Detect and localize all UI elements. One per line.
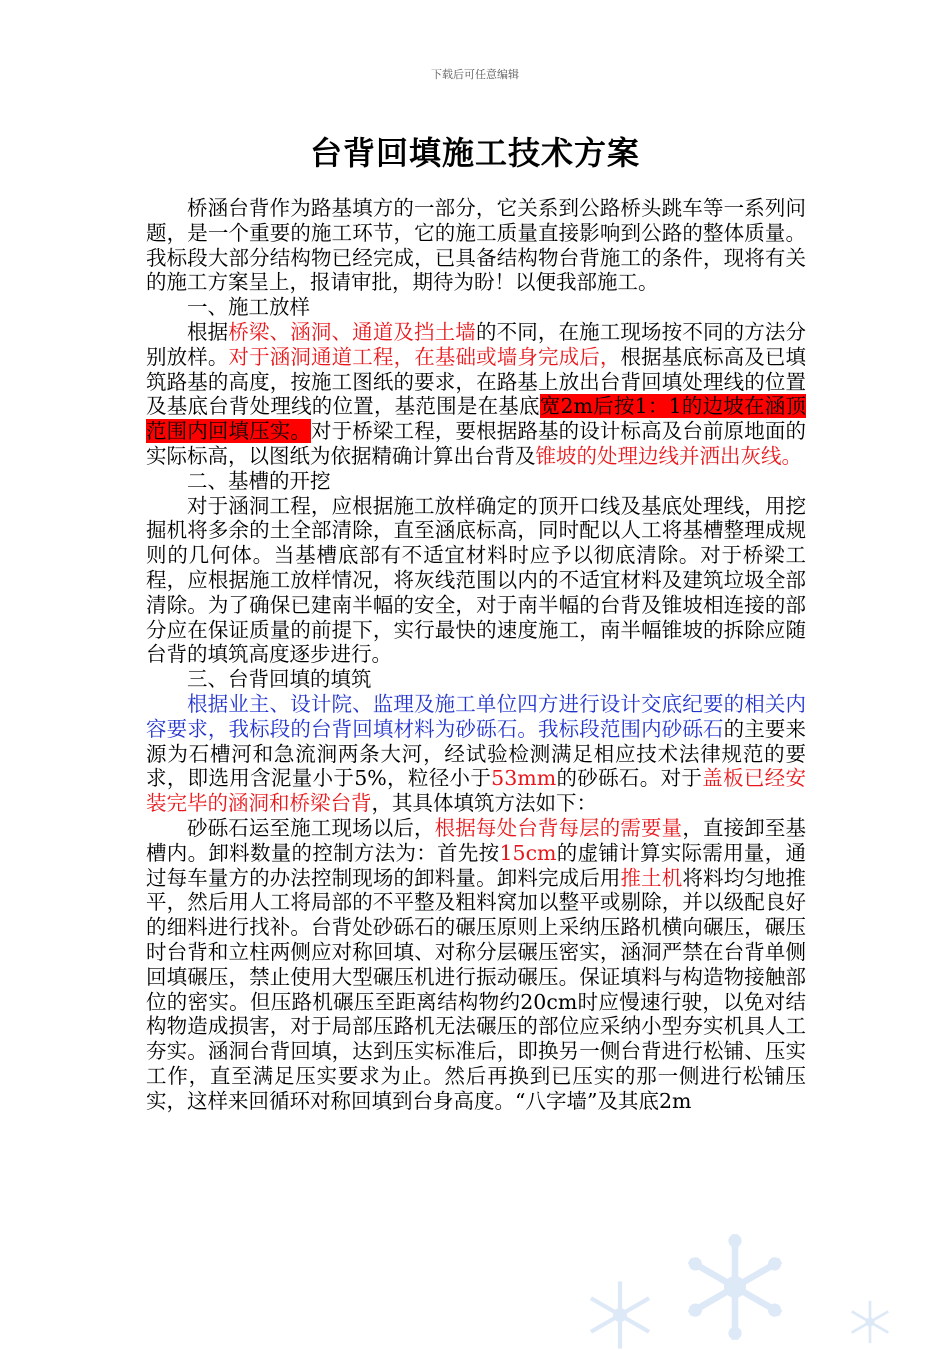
snowflake-watermark-icon (680, 1232, 790, 1342)
section-3-heading: 三、台背回填的填筑 (187, 667, 372, 692)
text-run: 的主要来源为石槽河和急流涧两条大河，经试验检测满足相应技术法律规范的要求，即选用含泥量小于5%，粒径小于 (146, 716, 807, 791)
red-text-run: 15cm (499, 840, 557, 865)
section-3-paragraph-2 (146, 816, 806, 1114)
text-run: ，其具体填筑方法如下： (371, 791, 597, 816)
page-header-note: 下载后可任意编辑 (431, 68, 519, 81)
highlighted-text-run: 宽2m后按1：1的边坡在涵顶范围内回填压实。 (146, 394, 806, 444)
section-2-heading: 二、基槽的开挖 (187, 468, 331, 493)
section-2-paragraph: 对于涵洞工程，应根据施工放样确定的顶开口线及基底处理线，用挖掘机将多余的土全部清除，直至涵底标高，同时配以人工将基槽整理成规则的几何体。当基槽底部有不适宜材料时应予以彻底清除。对于桥梁工程，应根据施工放样情况，将灰线范围以内的不适宜材料及建筑垃圾全部清除。为了确保已建南半幅的安全，对于南半幅的台背及锥坡相连接的部分应在保证质量的前提下，实行最快的速度施工，南半幅锥坡的拆除应随台背的填筑高度逐步进行。 (146, 493, 806, 667)
red-text-run: 桥梁、涵洞、通道及挡土墙 (228, 319, 476, 344)
red-text-run: 锥坡的处理边线并洒出灰线。 (535, 443, 802, 468)
intro-paragraph: 桥涵台背作为路基填方的一部分，它关系到公路桥头跳车等一系列问题，是一个重要的施工环节，它的施工质量直接影响到公路的整体质量。我标段大部分结构物已经完成，已具备结构物台背施工的条件，现将有关的施工方案呈上，报请审批，期待为盼！以便我部施工。 (146, 196, 806, 295)
text-run: 砂砾石运至施工现场以后， (187, 815, 435, 840)
document-title: 台背回填施工技术方案 (309, 134, 640, 172)
snowflake-watermark-icon (585, 1280, 655, 1350)
text-run: 的砂砾石。对于 (556, 766, 703, 791)
text-run: 根据 (187, 319, 229, 344)
red-text-run: 对于涵洞通道工程，在基础或墙身完成后， (228, 344, 621, 369)
red-text-run: 根据每处台背每层的需要量 (434, 815, 683, 840)
text-run: 的虚铺计算实际需用量，通过每车量方的办法控制现场的卸料量。卸料完成后用 (146, 840, 807, 890)
blue-text-run: 根据业主、设计院、监理及施工单位四方进行设计交底纪要的相关内容要求，我标段的台背回填材料为砂砾石。我标段范围内砂砾石 (146, 691, 806, 741)
text-run: 的不同，在施工现场按不同的方法分别放样。 (146, 319, 807, 369)
text-run: 根据基底标高及已填筑路基的高度，按施工图纸的要求，在路基上放出台背回填处理线的位置及基底台背处理线的位置，基范围是在基底 (146, 344, 807, 419)
document-body (146, 196, 806, 1113)
red-text-run: 推土机 (620, 865, 683, 890)
snowflake-watermark-icon (840, 1300, 900, 1344)
text-run: ，直接卸至基槽内。卸料数量的控制方法为：首先按 (146, 815, 807, 865)
red-text-run: 53mm (491, 766, 557, 791)
text-run: 对于桥梁工程，要根据路基的设计标高及台前原地面的实际标高，以图纸为依据精确计算出台背及 (146, 419, 807, 468)
section-1-heading: 一、施工放样 (187, 295, 310, 320)
red-text-run: 盖板已经安装完毕的涵洞和桥梁台背 (146, 766, 807, 816)
section-3-paragraph-1 (146, 692, 806, 816)
section-1-paragraph (146, 320, 806, 469)
text-run: 将料均匀地推平，然后用人工将局部的不平整及粗料窝加以整平或剔除，并以级配良好的细料进行找补。台背处砂砾石的碾压原则上采纳压路机横向碾压，碾压时台背和立柱两侧应对称回填、对称分层碾压密实，涵洞严禁在台背单侧回填碾压，禁止使用大型碾压机进行振动碾压。保证填料与构造物接触部位的密实。但压路机碾压至距离结构物约20cm时应慢速行驶，以免对结构物造成损害，对于局部压路机无法碾压的部位应采纳小型夯实机具人工夯实。涵洞台背回填，达到压实标准后，即换另一侧台背进行松铺、压实工作，直至满足压实要求为止。然后再换到已压实的那一侧进行松铺压实，这样来回循环对称回填到台身高度。“八字墙”及其底2m (146, 865, 807, 1113)
